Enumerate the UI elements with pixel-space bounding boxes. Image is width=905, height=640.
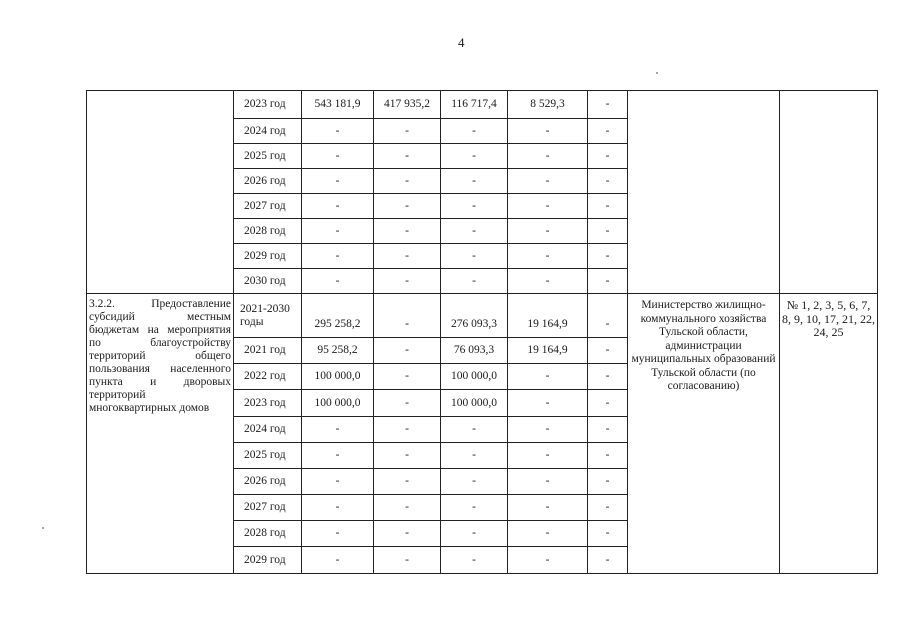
- value-cell: -: [441, 269, 508, 294]
- year-cell: 2021-2030 годы: [234, 294, 302, 338]
- year-cell: 2023 год: [234, 91, 302, 119]
- value-cell: 19 164,9: [508, 338, 588, 364]
- scan-speck: [42, 527, 44, 529]
- value-cell: -: [374, 547, 441, 574]
- executor-cell: Министерство жилищно-коммунального хозяйства Тульской области, администрации муниципальных образований Тульской области (по согласованию): [628, 294, 780, 574]
- value-cell: -: [588, 169, 628, 194]
- value-cell: 8 529,3: [508, 91, 588, 119]
- value-cell: -: [588, 219, 628, 244]
- value-cell: 100 000,0: [302, 390, 374, 417]
- value-cell: -: [374, 219, 441, 244]
- value-cell: -: [302, 169, 374, 194]
- value-cell: -: [302, 469, 374, 495]
- value-cell: -: [441, 144, 508, 169]
- value-cell: -: [374, 294, 441, 338]
- year-cell: 2030 год: [234, 269, 302, 294]
- value-cell: -: [508, 521, 588, 547]
- value-cell: -: [441, 219, 508, 244]
- year-cell: 2022 год: [234, 364, 302, 390]
- continued-name-cell: [87, 91, 234, 294]
- year-cell: 2024 год: [234, 119, 302, 144]
- year-cell: 2027 год: [234, 495, 302, 521]
- value-cell: -: [374, 244, 441, 269]
- indicators-cell: № 1, 2, 3, 5, 6, 7, 8, 9, 10, 17, 21, 22, 24, 25: [780, 294, 878, 574]
- value-cell: -: [508, 144, 588, 169]
- value-cell: -: [374, 417, 441, 443]
- year-cell: 2025 год: [234, 144, 302, 169]
- value-cell: -: [374, 194, 441, 219]
- value-cell: -: [302, 244, 374, 269]
- value-cell: -: [374, 495, 441, 521]
- value-cell: -: [588, 119, 628, 144]
- value-cell: -: [374, 364, 441, 390]
- value-cell: -: [302, 269, 374, 294]
- value-cell: -: [508, 244, 588, 269]
- value-cell: 116 717,4: [441, 91, 508, 119]
- value-cell: -: [441, 417, 508, 443]
- value-cell: 100 000,0: [302, 364, 374, 390]
- value-cell: -: [374, 144, 441, 169]
- value-cell: -: [302, 547, 374, 574]
- value-cell: -: [374, 169, 441, 194]
- year-cell: 2023 год: [234, 390, 302, 417]
- value-cell: -: [508, 390, 588, 417]
- value-cell: -: [588, 443, 628, 469]
- value-cell: -: [441, 469, 508, 495]
- value-cell: -: [374, 269, 441, 294]
- value-cell: -: [588, 194, 628, 219]
- budget-table: [86, 90, 878, 574]
- table-row: [87, 294, 878, 338]
- year-cell: 2024 год: [234, 417, 302, 443]
- value-cell: -: [374, 390, 441, 417]
- value-cell: -: [588, 547, 628, 574]
- value-cell: -: [441, 244, 508, 269]
- measure-name-cell: 3.2.2. Предоставление субсидий местным бюджетам на мероприятия по благоустройству территорий общего пользования населенного пункта и дворовых территорий многоквартирных домов: [87, 294, 234, 574]
- value-cell: -: [302, 495, 374, 521]
- value-cell: 19 164,9: [508, 294, 588, 338]
- value-cell: -: [374, 469, 441, 495]
- value-cell: -: [588, 269, 628, 294]
- value-cell: -: [508, 417, 588, 443]
- value-cell: -: [588, 417, 628, 443]
- value-cell: -: [441, 521, 508, 547]
- value-cell: -: [441, 119, 508, 144]
- value-cell: -: [588, 364, 628, 390]
- year-cell: 2026 год: [234, 469, 302, 495]
- value-cell: -: [508, 547, 588, 574]
- value-cell: -: [588, 469, 628, 495]
- table-measure-block: [87, 294, 878, 574]
- value-cell: -: [302, 219, 374, 244]
- value-cell: 100 000,0: [441, 364, 508, 390]
- value-cell: -: [508, 364, 588, 390]
- continued-executor-cell: [628, 91, 780, 294]
- value-cell: 276 093,3: [441, 294, 508, 338]
- continued-indicators-cell: [780, 91, 878, 294]
- value-cell: -: [508, 495, 588, 521]
- value-cell: -: [508, 469, 588, 495]
- value-cell: -: [508, 443, 588, 469]
- year-cell: 2021 год: [234, 338, 302, 364]
- page-number: 4: [458, 35, 465, 50]
- year-cell: 2026 год: [234, 169, 302, 194]
- value-cell: -: [441, 547, 508, 574]
- value-cell: -: [441, 443, 508, 469]
- value-cell: 76 093,3: [441, 338, 508, 364]
- value-cell: 295 258,2: [302, 294, 374, 338]
- value-cell: -: [508, 269, 588, 294]
- value-cell: -: [508, 219, 588, 244]
- value-cell: -: [588, 144, 628, 169]
- value-cell: -: [302, 443, 374, 469]
- value-cell: -: [441, 169, 508, 194]
- value-cell: -: [588, 244, 628, 269]
- value-cell: -: [374, 443, 441, 469]
- value-cell: -: [374, 338, 441, 364]
- year-cell: 2029 год: [234, 547, 302, 574]
- value-cell: -: [302, 417, 374, 443]
- scan-speck: [656, 72, 658, 74]
- table-row: [87, 91, 878, 119]
- value-cell: -: [588, 390, 628, 417]
- year-cell: 2028 год: [234, 219, 302, 244]
- value-cell: -: [508, 194, 588, 219]
- value-cell: -: [588, 338, 628, 364]
- value-cell: -: [588, 495, 628, 521]
- value-cell: -: [508, 169, 588, 194]
- value-cell: -: [302, 119, 374, 144]
- year-cell: 2029 год: [234, 244, 302, 269]
- value-cell: 100 000,0: [441, 390, 508, 417]
- value-cell: -: [441, 194, 508, 219]
- value-cell: -: [588, 521, 628, 547]
- value-cell: -: [374, 119, 441, 144]
- value-cell: 95 258,2: [302, 338, 374, 364]
- value-cell: -: [302, 144, 374, 169]
- year-cell: 2025 год: [234, 443, 302, 469]
- value-cell: 417 935,2: [374, 91, 441, 119]
- value-cell: -: [588, 91, 628, 119]
- value-cell: -: [374, 521, 441, 547]
- year-cell: 2028 год: [234, 521, 302, 547]
- value-cell: -: [508, 119, 588, 144]
- value-cell: -: [302, 521, 374, 547]
- value-cell: -: [441, 495, 508, 521]
- value-cell: -: [588, 294, 628, 338]
- table-top-block: [87, 91, 878, 294]
- year-cell: 2027 год: [234, 194, 302, 219]
- value-cell: -: [302, 194, 374, 219]
- value-cell: 543 181,9: [302, 91, 374, 119]
